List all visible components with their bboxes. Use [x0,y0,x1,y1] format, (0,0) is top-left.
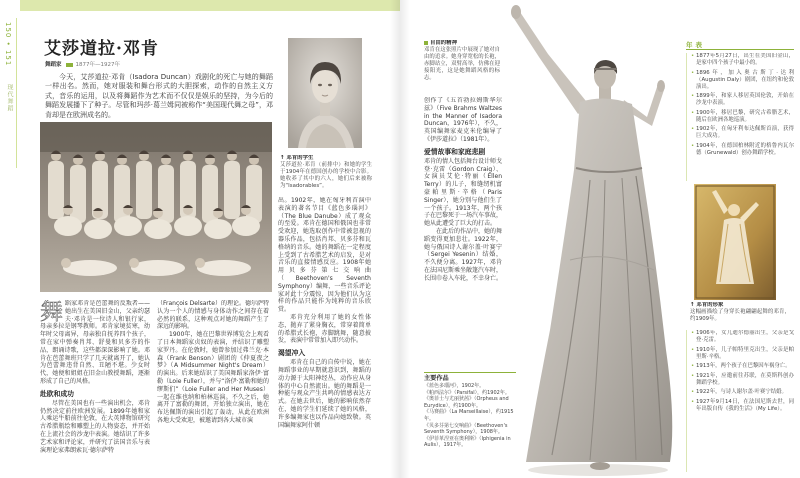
timeline-entry: • 1913年，两个孩子在巴黎因车祸身亡。 [691,363,794,370]
section-heading-love: 爱情故事和家庭悲剧 [424,147,486,156]
drop-cap: 舞 [40,300,63,325]
dancer-caption-text: 邓肯在这张照片中展现了她对自由的追求。她身穿宽松的长袍，赤脚站立，双臂高举，仿佛在迎接阳光，这是她舞蹈风格的标志。 [424,47,500,81]
major-works-list [424,383,516,449]
work-item: 《贝多芬第七交响曲》（Beethoven's Seventh Symphony），1908年。 [424,422,508,436]
opening-text: 蹈家邓肯是芭蕾舞的反叛者——她出生在美国旧金山，父亲约瑟夫·邓肯是一位诗人和银行家，母亲多拉是钢琴教师。邓肯家境贫寒，幼年时父母离异，母亲独自抚养四个孩子，常在家中弹奏肖邦、舒曼和贝多芬的作品，朗诵诗歌，这些都深深影响了她。邓肯在芭蕾舞班只学了几天就离开了，她认为芭蕾舞违背自然、丑陋不堪。少女时代，她便和姐姐在旧金山教授舞蹈，逐渐形成了自己的风格。 [40,300,150,385]
header-band [20,0,400,11]
section-heading-europe: 赴欧和成功 [40,389,74,398]
painting-photo [694,184,776,300]
painting-caption-text: 这幅画描绘了身穿长袍翩翩起舞的邓肯，约1909年。 [690,309,790,322]
painting-image [694,184,776,300]
caption-marker-icon [424,41,428,45]
dancer-caption-label-text: 自由的精神 [430,40,457,46]
timeline-heading: 年表 [686,40,794,50]
timeline-entry: • 1921年，应邀前往苏联，在莫斯科创办舞蹈学校。 [691,373,794,387]
timeline-entry: • 1910年，儿子帕特里克出生，父亲是帕里斯·辛格。 [691,347,794,361]
major-works-box [424,372,516,454]
meta-marker [66,63,73,67]
article-meta [45,62,120,69]
intro-paragraph: 今天，艾莎道拉·邓肯（Isadora Duncan）戏剧化的死亡与她的舞蹈一样出名。然而，她对服装和舞台形式的大胆探索，动作的自然主义方式，音乐的运用，以及将舞蹈作为艺术而不仅仅是娱乐的坚持，为今后的舞蹈发展播下了种子。尽管和玛莎·葛兰姆同被称作“美国现代舞之母”，邓肯却是在欧洲成名的。 [45,73,273,119]
portrait-photo [288,38,362,148]
work-item: 《马赛曲》（La Marseillaise），约1915年。 [424,409,514,422]
paragraph: 尽管在美国也有一些演出机会，邓肯仍然决定前往欧洲发展。1899年她和家人乘运牛船前往伦敦，在大英博物馆研究古希腊瓶绘和雕塑上的人物姿态，并开始在上流社会的沙龙中表演。她结识了许多艺术家和评论家，并研究了法国音乐与表演理论家弗朗索瓦·德尔萨特 [40,399,150,454]
role-label: 舞蹈家 [45,62,62,68]
students-caption-label: ↑ 邓肯的学生 [280,155,314,161]
group-photo-image [40,122,272,292]
book-gutter [390,0,410,478]
group-photo [40,122,272,292]
timeline-entry: • 1927年9月14日，在法国尼斯去世，同年出版自传《我的生活》（My Life）。 [691,399,794,413]
students-caption-text: 艾莎道拉·邓肯（前排中）和她的学生于1904年在德国创办的学校中合影。她收养了其中的六人，她们后来被称为“Isadorables”。 [280,162,372,189]
timeline-bottom [686,330,794,472]
right-body-column [424,97,502,309]
paragraph: 邓肯的情人包括舞台设计师戈登·克雷（Gordon Craig）、女演员艾伦·特丽（Ellen Terry）的儿子，和缝纫机富豪帕里斯·辛格（Paris Singer），她分别与他们生了一个孩子。1913年，两个孩子在巴黎死于一场汽车事故，她从此遭受了巨大的打击。 [424,157,502,228]
students-caption [280,155,372,193]
timeline-entry: • 1900年，移居巴黎，研究古希腊艺术，随后在欧洲各地巡演。 [691,110,794,124]
paragraph: 在此后的作品中，她的舞蹈变得更加悲壮。1922年，她与俄国诗人谢尔盖·叶赛宁（Sergei Yesenin）结婚，不久便分离。1927年，邓肯在法国尼斯乘坐敞篷汽车时，长围巾卷入车轮，不幸身亡。 [424,227,502,282]
timeline-top [686,53,794,181]
chapter-tab: 现代舞蹈 [6,84,13,112]
life-dates: 1877年—1927年 [75,62,121,68]
body-column-1 [40,300,150,470]
timeline-entry: • 1902年，在匈牙利布达佩斯首演，获得巨大成功。 [691,126,794,140]
work-item: 《伊菲革涅亚在奥利斯》（Iphigenia in Aulis），1917年。 [424,435,511,449]
painting-caption-label: ↑ 邓肯的形象 [690,302,724,308]
page-numbers: 150 • 151 [4,22,12,67]
timeline-entry: • 1904年，在德国柏林附近的格鲁内瓦尔德（Grunewald）创办舞蹈学校。 [691,143,794,157]
paragraph: 邓肯充分利用了她的女性体态，抛弃了紧身胸衣，常穿着简单的希腊式长袍，赤脚跳舞，随意披发，表演中常常加入即兴动作。 [278,313,371,345]
margin-rule [16,18,17,168]
body-column-3 [278,197,371,470]
article-title: 艾莎道拉·邓肯 [44,39,159,59]
major-works-heading: 主要作品 [424,375,449,382]
body-column-2 [157,300,269,470]
timeline-entry: • 1906年，女儿迪尔德丽出生，父亲是戈登·克雷。 [691,330,794,344]
work-item: 《帕西法尔》（Parsifal），约1902年。 [424,389,510,396]
section-heading-legacy: 渴望冲入 [278,349,306,358]
timeline-entry: • 1922年，与诗人谢尔盖·叶赛宁结婚。 [691,389,794,396]
dancer-caption-label [424,40,500,47]
work-item: 《奥菲士与尤丽狄茜》（Orpheus and Eurydice），约1900年。 [424,396,509,409]
opening-paragraph [40,300,150,386]
paragraph: 创作了《五首勃拉姆斯华尔兹》（Five Brahms Waltzes in the Manner of Isadora Duncan，1976年），不久，英国编舞家麦克米伦编导了《伊莎道拉》（1981年）。 [424,97,502,143]
painting-caption [690,302,790,328]
dancer-photo-caption [424,40,500,94]
portrait-image [288,38,362,148]
paragraph: 出。1902年，她在匈牙利首演中表演的著名节目《蓝色多瑙河》（The Blue Danube）成了观众的至爱。邓肯在德国和俄国也非常受欢迎，她选取创作中常被忽视的器乐作品，包括肖邦、贝多芬和瓦格纳的音乐。她的舞蹈在一定程度上受到了古希腊艺术的启发，是对音乐的直接情感反应。1908年她用贝多芬第七交响曲（Beethoven's Seventh Symphony）编舞，一些音乐评论家对此十分震惊，因为他们认为这样的作品只能作为纯粹的音乐欣赏。 [278,197,371,314]
paragraph: 邓肯在自己的自传中说，她在舞蹈事业的早期就意识到，舞蹈的动力源于太阳神经丛，动作应从身体的中心自然流出。她的舞蹈是一种能与观众产生共鸣的情感表达方式。在她去世后，她的影响依然存在，她的学生们延续了她的风格，许多编舞家也以作品向她致敬。英国编舞家阿什顿 [278,359,371,429]
work-item: 《蓝色多瑙河》，1902年。 [424,383,485,389]
timeline-entry: • 1877年5月27日，出生在美国旧金山，是家中四个孩子中最小的。 [691,53,794,67]
timeline-entry: • 1899年，和家人移居英国伦敦，开始在沙龙中表演。 [691,93,794,107]
paragraph: 1900年，她在巴黎世界博览会上观看了日本舞蹈家贞奴的表演，并结识了雕塑家罗丹。在伦敦时，她曾参加过弗兰克·本森（Frank Benson）剧团的《仲夏夜之梦》（A Midsummer Night's Dream）的演出。后来她结识了美国舞蹈家洛伊·富勒（Loie Fuller），并与“洛伊·富勒和她的缪斯们”（Loie Fuller and Her Muses）一起在维也纳和柏林巡演。不久之后，她离开了富勒的舞团，开始独立演出，她在布达佩斯的演出引起了轰动，从此在欧洲各地大受欢迎，被邀请到各大城市演 [157,331,269,424]
paragraph: （François Delsarte）的理论。德尔萨特认为一个人的情感与身体动作之间存在着必然的联系，这种观点对她的舞蹈产生了深远的影响。 [157,300,269,331]
timeline-entry: • 1896年，加入奥古斯丁·达利（Augustin Daly）剧团，在纽约和伦敦演出。 [691,70,794,91]
